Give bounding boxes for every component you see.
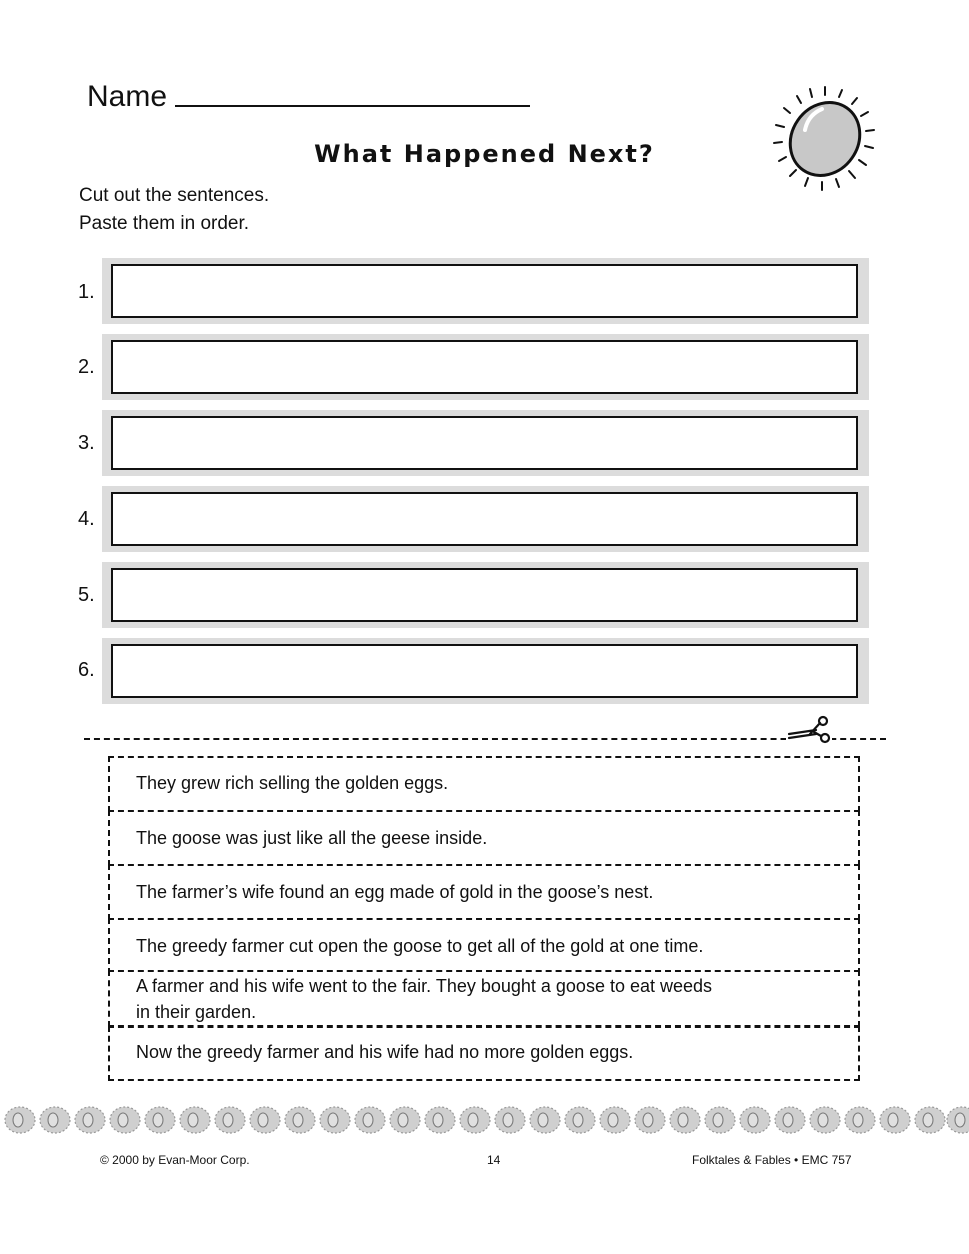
scissors-icon [786,714,832,744]
name-line[interactable] [175,105,530,107]
answer-box-5[interactable] [111,568,858,622]
sentence-strip-2[interactable] [108,810,860,866]
row-label-2: 2. [78,356,95,378]
answer-box-6[interactable] [111,644,858,698]
strip-text: Now the greedy farmer and his wife had no more golden eggs. [136,1042,634,1062]
row-label-3: 3. [78,432,95,454]
sentence-strip-1[interactable] [108,756,860,812]
instruction-line-1: Cut out the sentences. [79,185,270,206]
answer-box-4[interactable] [111,492,858,546]
strip-text: The goose was just like all the geese inside. [136,828,488,848]
answer-box-2[interactable] [111,340,858,394]
footer-copyright: © 2000 by Evan-Moor Corp. [100,1153,250,1167]
egg-border [0,1100,969,1140]
strip-text: They grew rich selling the golden eggs. [136,773,449,793]
name-label: Name [87,80,168,113]
strip-text: The greedy farmer cut open the goose to get all of the gold at one time. [136,936,704,956]
row-label-5: 5. [78,584,95,606]
answer-box-1[interactable] [111,264,858,318]
sentence-strip-5[interactable] [108,970,860,1027]
strip-text-line-1: A farmer and his wife went to the fair. They bought a goose to eat weeds [136,976,713,996]
sentence-strip-6[interactable] [108,1026,860,1081]
strip-text-line-2: in their garden. [136,1002,257,1022]
strip-text: The farmer’s wife found an egg made of gold in the goose’s nest. [136,882,654,902]
sentence-strip-3[interactable] [108,864,860,920]
answer-box-3[interactable] [111,416,858,470]
footer-page-number: 14 [487,1153,501,1167]
sentence-strip-4[interactable] [108,918,860,974]
instruction-line-2: Paste them in order. [79,213,250,234]
row-label-6: 6. [78,659,95,681]
page-title: What Happened Next? [314,140,655,168]
footer-book: Folktales & Fables • EMC 757 [692,1153,852,1167]
cut-line [84,738,886,740]
row-label-4: 4. [78,508,95,530]
row-label-1: 1. [78,281,95,303]
